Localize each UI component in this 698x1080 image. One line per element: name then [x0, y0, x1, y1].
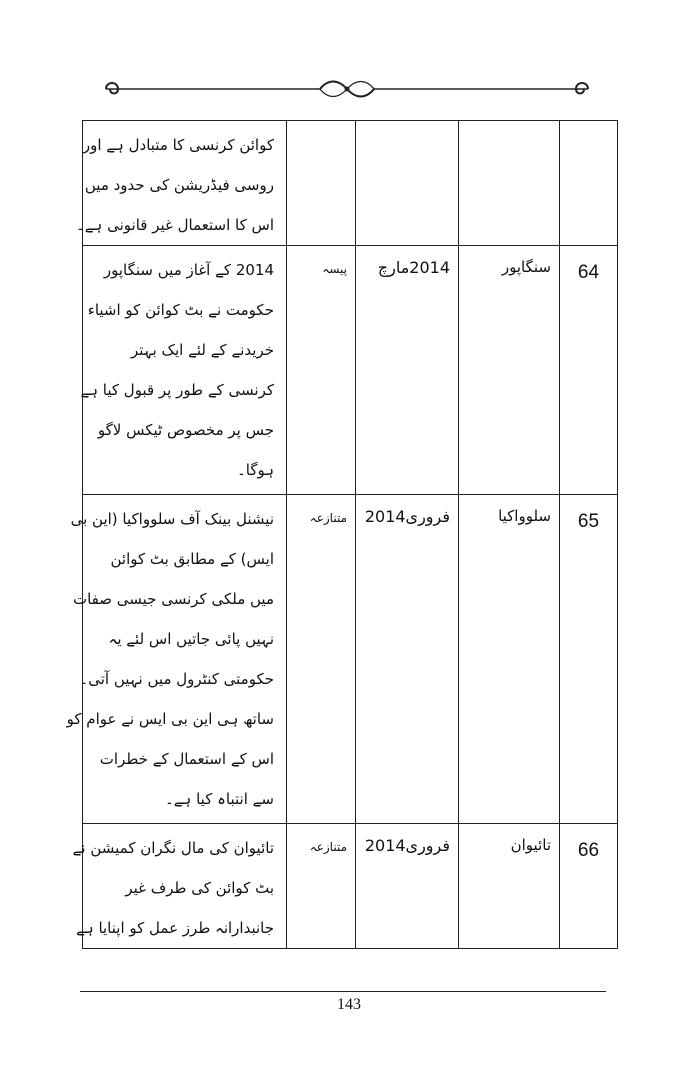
remark-line: حکومت نے بٹ کوائن کو اشیاء — [87, 301, 274, 319]
status-cell — [287, 121, 356, 246]
row-number-cell — [560, 824, 618, 949]
country-name: تائیوان — [510, 836, 551, 854]
row-number: 65 — [577, 511, 600, 532]
table-row — [83, 824, 618, 949]
footer-divider — [80, 991, 606, 992]
country-cell — [459, 121, 560, 246]
status-cell — [287, 495, 356, 824]
remark-line: ساتھ ہی این بی ایس نے عوام کو — [66, 710, 274, 728]
remarks-cell — [66, 495, 287, 824]
table-row — [83, 495, 618, 824]
remark-line: کرنسی کے طور پر قبول کیا ہے — [80, 381, 274, 399]
country-cell — [459, 824, 560, 949]
country-name — [459, 121, 559, 133]
remark-line: میں ملکی کرنسی جیسی صفات — [72, 590, 274, 608]
remark-line: 2014 کے آغاز میں سنگاپور — [103, 261, 274, 279]
country-cell — [459, 495, 560, 824]
remarks-text — [66, 495, 286, 819]
remarks-text — [80, 246, 286, 490]
row-number-cell — [560, 121, 618, 246]
status-cell — [287, 824, 356, 949]
date-cell — [356, 121, 459, 246]
status-value: پیسہ — [322, 262, 347, 276]
remark-line: خریدنے کے لئے ایک بہتر — [131, 341, 274, 359]
row-number: 64 — [577, 262, 600, 283]
country-cell — [459, 246, 560, 495]
row-number-cell — [560, 495, 618, 824]
remarks-text — [75, 121, 286, 245]
remarks-cell — [72, 824, 287, 949]
date-value: 2014مارچ — [377, 258, 450, 277]
remark-line: حکومتی کنٹرول میں نہیں آتی۔ — [79, 670, 274, 688]
remark-line: اس کا استعمال غیر قانونی ہے۔ — [75, 216, 274, 234]
row-number — [560, 121, 617, 137]
status-value: متنازعہ — [309, 840, 347, 854]
row-number: 66 — [577, 840, 600, 861]
date-cell — [356, 246, 459, 495]
remark-line: جس پر مخصوص ٹیکس لاگو — [97, 421, 274, 439]
remark-line: اس کے استعمال کے خطرات — [99, 750, 274, 768]
remarks-cell — [80, 246, 287, 495]
row-number-cell — [560, 246, 618, 495]
date-value — [356, 121, 458, 133]
table-row — [83, 121, 618, 246]
remarks-cell — [75, 121, 287, 246]
date-value: فروری2014 — [364, 836, 450, 855]
remark-line: نیشنل بینک آف سلوواکیا (این بی — [70, 510, 274, 528]
remark-line: سے انتباہ کیا ہے۔ — [164, 790, 274, 808]
table-row — [83, 246, 618, 495]
remark-line: روسی فیڈریشن کی حدود میں — [84, 176, 274, 194]
remark-line: جانبدارانہ طرز عمل کو اپنایا ہے — [76, 919, 274, 937]
remark-line: ہوگا۔ — [236, 461, 274, 479]
remark-line: کوائن کرنسی کا متبادل ہے اور — [82, 136, 274, 154]
remark-line: تائیوان کی مال نگران کمیشن نے — [72, 839, 274, 857]
header-ornament — [88, 72, 606, 106]
country-name: سلوواکیا — [498, 507, 551, 525]
remark-line: ایس) کے مطابق بٹ کوائن — [110, 550, 274, 568]
remark-line: بٹ کوائن کی طرف غیر — [125, 879, 274, 897]
page-number: 143 — [337, 996, 361, 1013]
remark-line: نہیں پائی جاتیں اس لئے یہ — [108, 630, 274, 648]
status-value: متنازعہ — [309, 511, 347, 525]
date-cell — [356, 824, 459, 949]
status-value — [287, 121, 355, 137]
country-name: سنگاپور — [501, 258, 551, 276]
date-cell — [356, 495, 459, 824]
date-value: فروری2014 — [364, 507, 450, 526]
remarks-text — [72, 824, 286, 948]
status-cell — [287, 246, 356, 495]
data-table — [66, 120, 618, 949]
